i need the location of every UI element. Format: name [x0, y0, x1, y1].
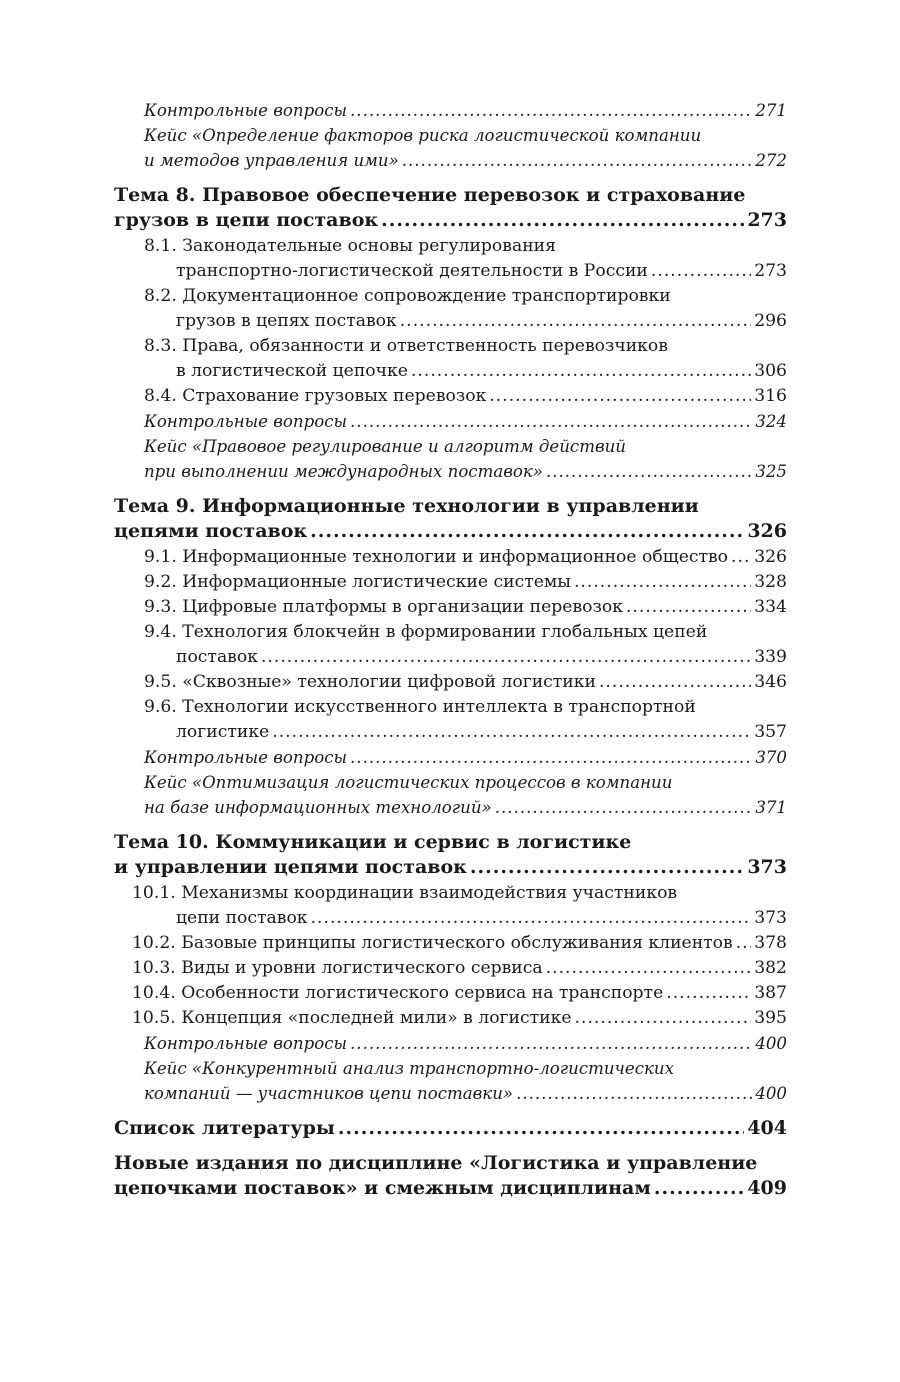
toc-section-entry	[114, 570, 787, 595]
toc-entry-title: 8.3. Права, обязанности и ответственность перевозчиков	[144, 336, 668, 356]
toc-topic-entry	[114, 830, 787, 880]
toc-entry-title: 9.1. Информационные технологии и информационное общество	[144, 547, 729, 567]
toc-entry-title: и методов управления ими»	[144, 151, 399, 170]
toc-extra-entry	[114, 434, 787, 484]
toc-entry-title: грузов в цепи поставок	[114, 209, 379, 231]
toc-entry-title: логистике	[176, 722, 270, 742]
dot-leader	[470, 855, 744, 880]
toc-entry-title: компаний — участников цепи поставки»	[144, 1084, 514, 1103]
page-number: 334	[754, 597, 787, 617]
page-number: 324	[755, 412, 787, 431]
dot-leader	[310, 519, 744, 544]
toc-entry-title: цепи поставок	[176, 908, 308, 928]
toc-line	[114, 795, 787, 820]
page-number: 271	[755, 101, 787, 120]
toc-entry-title: 8.1. Законодательные основы регулирования	[144, 236, 556, 256]
toc-entry-title: транспортно-логистической деятельности в России	[176, 261, 648, 281]
page-number: 346	[754, 672, 787, 692]
toc-entry-title: цепочками поставок» и смежным дисциплинам	[114, 1177, 651, 1199]
page-number: 272	[755, 151, 787, 170]
dot-leader	[261, 645, 751, 670]
toc-line	[114, 259, 787, 284]
toc-entry-title: Кейс «Конкурентный анализ транспортно-логистических	[144, 1059, 674, 1078]
toc-line	[114, 545, 787, 570]
toc-line	[114, 1176, 787, 1201]
dot-leader	[495, 795, 753, 820]
toc-entry-title: на базе информационных технологий»	[144, 798, 492, 817]
toc-entry-title: 9.6. Технологии искусственного интеллекта в транспортной	[144, 697, 696, 717]
toc-entry-title: Кейс «Определение факторов риска логистической компании	[144, 126, 702, 145]
toc-entry-title: 8.4. Страхование грузовых перевозок	[144, 386, 487, 406]
page-number: 325	[755, 462, 787, 481]
page-number: 328	[754, 572, 787, 592]
toc-line	[114, 855, 787, 880]
dot-leader	[599, 670, 751, 695]
page-number: 326	[754, 547, 787, 567]
toc-entry-title: грузов в цепях поставок	[176, 311, 397, 331]
toc-line	[114, 1031, 787, 1056]
toc-line	[114, 208, 787, 233]
page-number: 339	[754, 647, 787, 667]
toc-entry-title: Новые издания по дисциплине «Логистика и управление	[114, 1152, 758, 1174]
toc-section-entry	[114, 981, 787, 1006]
toc-entry-title: Тема 9. Информационные технологии в управлении	[114, 495, 699, 517]
page-number: 370	[755, 748, 787, 767]
toc-entry-title: Контрольные вопросы	[144, 1034, 348, 1053]
toc-line	[114, 720, 787, 745]
toc-line	[114, 670, 787, 695]
toc-extra-entry	[114, 1031, 787, 1056]
toc-entry-title: 9.5. «Сквозные» технологии цифровой логистики	[144, 672, 596, 692]
page-number: 273	[754, 261, 787, 281]
toc-entry-title: цепями поставок	[114, 520, 308, 542]
table-of-contents	[114, 98, 787, 1201]
dot-leader	[516, 1081, 752, 1106]
toc-entry-title: 10.4. Особенности логистического сервиса на транспорте	[132, 983, 664, 1003]
dot-leader	[654, 1176, 744, 1201]
dot-leader	[272, 720, 751, 745]
page-number: 400	[755, 1084, 787, 1103]
toc-line	[114, 148, 787, 173]
page-number: 382	[754, 958, 787, 978]
toc-section-entry	[114, 595, 787, 620]
toc-line	[114, 931, 787, 956]
toc-section-entry	[114, 334, 787, 384]
toc-line	[114, 1081, 787, 1106]
toc-line	[114, 519, 787, 544]
page-number: 357	[754, 722, 787, 742]
page-number: 296	[754, 311, 787, 331]
toc-line	[114, 384, 787, 409]
toc-line	[114, 309, 787, 334]
page-number: 409	[747, 1177, 787, 1199]
toc-section-entry	[114, 1006, 787, 1031]
toc-section-entry	[114, 234, 787, 284]
toc-entry-title: Контрольные вопросы	[144, 412, 348, 431]
dot-leader	[546, 956, 752, 981]
toc-section-entry	[114, 620, 787, 670]
toc-line	[114, 906, 787, 931]
toc-line	[114, 595, 787, 620]
page-number: 400	[755, 1034, 787, 1053]
page-number: 273	[747, 209, 787, 231]
dot-leader	[350, 745, 752, 770]
toc-entry-title: 10.2. Базовые принципы логистического обслуживания клиентов	[132, 933, 733, 953]
toc-entry-title: Тема 10. Коммуникации и сервис в логистике	[114, 831, 632, 853]
toc-section-entry	[114, 384, 787, 409]
toc-line	[114, 459, 787, 484]
dot-leader	[311, 906, 752, 931]
toc-extra-entry	[114, 1056, 787, 1106]
toc-entry-title: Тема 8. Правовое обеспечение перевозок и страхование	[114, 184, 746, 206]
dot-leader	[402, 148, 753, 173]
toc-line	[114, 359, 787, 384]
toc-entry-title: поставок	[176, 647, 258, 667]
dot-leader	[546, 459, 752, 484]
toc-topic-entry	[114, 494, 787, 544]
page-number: 306	[754, 361, 787, 381]
toc-entry-title: 9.3. Цифровые платформы в организации перевозок	[144, 597, 623, 617]
dot-leader	[411, 359, 751, 384]
toc-extra-entry	[114, 770, 787, 820]
page-number: 395	[754, 1008, 787, 1028]
toc-extra-entry	[114, 745, 787, 770]
toc-entry-title: в логистической цепочке	[176, 361, 408, 381]
toc-section-entry	[114, 956, 787, 981]
toc-entry-title: при выполнении международных поставок»	[144, 462, 543, 481]
toc-entry-title: и управлении цепями поставок	[114, 856, 467, 878]
toc-line	[114, 570, 787, 595]
dot-leader	[651, 259, 751, 284]
toc-entry-title: Кейс «Правовое регулирование и алгоритм действий	[144, 437, 626, 456]
toc-topic-entry	[114, 1151, 787, 1201]
toc-entry-title: Контрольные вопросы	[144, 101, 348, 120]
toc-extra-entry	[114, 409, 787, 434]
page-number: 378	[754, 933, 787, 953]
dot-leader	[731, 545, 751, 570]
toc-topic-entry	[114, 183, 787, 233]
toc-section-entry	[114, 545, 787, 570]
toc-line	[114, 98, 787, 123]
dot-leader	[736, 931, 752, 956]
toc-entry-title: 10.1. Механизмы координации взаимодействия участников	[132, 883, 678, 903]
toc-line	[114, 409, 787, 434]
toc-entry-title: 9.2. Информационные логистические системы	[144, 572, 571, 592]
page-number: 373	[754, 908, 787, 928]
page-number: 387	[754, 983, 787, 1003]
dot-leader	[350, 409, 752, 434]
page-number: 404	[747, 1117, 787, 1139]
dot-leader	[350, 1031, 752, 1056]
dot-leader	[575, 1006, 752, 1031]
toc-topic-entry	[114, 1116, 787, 1141]
toc-entry-title: Контрольные вопросы	[144, 748, 348, 767]
dot-leader	[626, 595, 751, 620]
toc-line	[114, 956, 787, 981]
toc-section-entry	[114, 931, 787, 956]
toc-entry-title: 10.3. Виды и уровни логистического сервиса	[132, 958, 543, 978]
toc-entry-title: Список литературы	[114, 1117, 335, 1139]
toc-line	[114, 745, 787, 770]
toc-line	[114, 645, 787, 670]
toc-extra-entry	[114, 98, 787, 123]
toc-line	[114, 1116, 787, 1141]
toc-line	[114, 1006, 787, 1031]
toc-extra-entry	[114, 123, 787, 173]
toc-section-entry	[114, 881, 787, 931]
dot-leader	[350, 98, 752, 123]
dot-leader	[338, 1116, 744, 1141]
toc-entry-title: 10.5. Концепция «последней мили» в логистике	[132, 1008, 572, 1028]
dot-leader	[381, 208, 744, 233]
page-number: 371	[755, 798, 787, 817]
page-number: 373	[747, 856, 787, 878]
dot-leader	[400, 309, 751, 334]
page-number: 316	[754, 386, 787, 406]
page-number: 326	[747, 520, 787, 542]
toc-section-entry	[114, 695, 787, 745]
dot-leader	[489, 384, 751, 409]
toc-entry-title: 8.2. Документационное сопровождение транспортировки	[144, 286, 671, 306]
dot-leader	[574, 570, 751, 595]
toc-entry-title: 9.4. Технология блокчейн в формировании глобальных цепей	[144, 622, 708, 642]
toc-entry-title: Кейс «Оптимизация логистических процессов в компании	[144, 773, 673, 792]
dot-leader	[666, 981, 751, 1006]
toc-line	[114, 981, 787, 1006]
toc-section-entry	[114, 284, 787, 334]
toc-section-entry	[114, 670, 787, 695]
